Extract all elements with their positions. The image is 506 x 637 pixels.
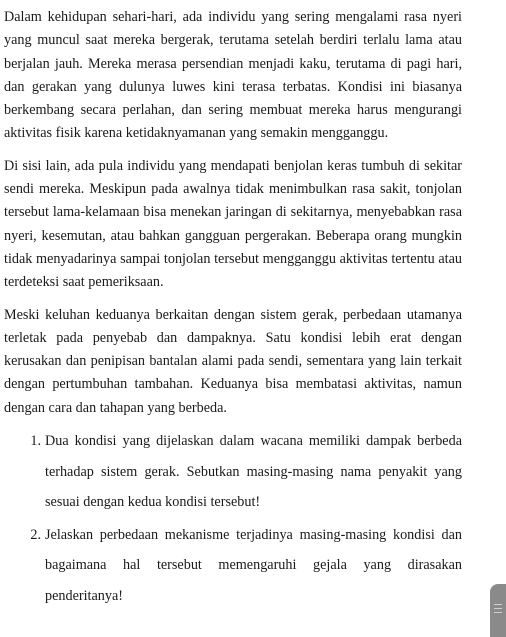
question-number: 1. xyxy=(30,433,41,450)
question-text: Dua kondisi yang dijelaskan dalam wacana memiliki dampak berbeda terhadap sistem gerak. Sebutkan masing-masing nama penyakit yang sesuai dengan kedua kondisi tersebut! xyxy=(45,433,462,511)
grip-line-icon xyxy=(494,604,502,605)
question-text: Jelaskan perbedaan mekanisme terjadinya masing-masing kondisi dan bagaimana hal tersebut memengaruhi gejala yang dirasakan penderitanya! xyxy=(45,526,462,604)
question-number: 2. xyxy=(30,526,41,543)
paragraph-2: Di sisi lain, ada pula individu yang mendapati benjolan keras tumbuh di sekitar sendi mereka. Meskipun pada awalnya tidak menimbulkan rasa sakit, tonjolan tersebut lama-kelamaan bisa menekan jaringan di sekitarnya, menyebabkan rasa nyeri, kesemutan, atau bahkan gangguan pergerakan. Beberapa orang mungkin tidak menyadarinya sampai tonjolan tersebut mengganggu aktivitas tertentu atau terdeteksi saat pemeriksaan. xyxy=(4,157,462,291)
question-item xyxy=(4,520,462,612)
scroll-handle[interactable] xyxy=(490,584,506,637)
question-item xyxy=(4,426,462,518)
paragraph-3: Meski keluhan keduanya berkaitan dengan sistem gerak, perbedaan utamanya terletak pada penyebab dan dampaknya. Satu kondisi lebih erat dengan kerusakan dan penipisan bantalan alami pada sendi, sementara yang lain terkait dengan pertumbuhan tambahan. Keduanya bisa membatasi aktivitas, namun dengan cara dan tahapan yang berbeda. xyxy=(4,306,462,416)
question-list xyxy=(4,426,462,611)
document-page xyxy=(4,6,462,611)
grip-line-icon xyxy=(494,612,502,613)
grip-line-icon xyxy=(494,608,502,609)
paragraph-1: Dalam kehidupan sehari-hari, ada individu yang sering mengalami rasa nyeri yang muncul saat mereka bergerak, terutama setelah berdiri terlalu lama atau berjalan jauh. Mereka merasa persendian menjadi kaku, terutama di pagi hari, dan gerakan yang dulunya luwes kini terasa terbatas. Kondisi ini biasanya berkembang secara perlahan, dan sering membuat mereka harus mengurangi aktivitas fisik karena ketidaknyamanan yang semakin mengganggu. xyxy=(4,9,462,142)
